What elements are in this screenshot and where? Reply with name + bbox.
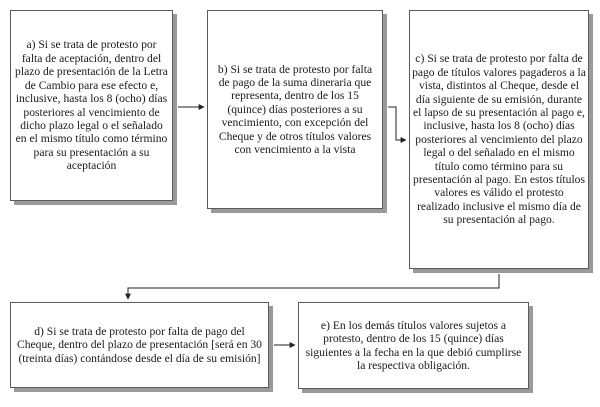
box-e-demas-titulos-valores [298, 302, 529, 389]
box-d-protesto-cheque [10, 302, 269, 388]
box-d-text: d) Si se trata de protesto por falta de pago del Cheque, dentro del plazo de presentación [será en 30 (treinta días) contándose desde el día de su emisión] [17, 324, 262, 365]
arrow-c-to-d [128, 274, 499, 299]
arrow-b-to-c [388, 107, 406, 140]
box-c-protesto-titulos-a-la-vista [409, 10, 589, 269]
box-a-text: a) Si se trata de protesto por falta de aceptación, dentro del plazo de presentación de la Letra de Cambio para ese efecto e, inclusive, hasta los 8 (ocho) días posteriores al vencimiento de dicho plazo legal o el señalado en el mismo título como término para su presentación a su aceptación [15, 38, 168, 173]
box-e-text: e) En los demás títulos valores sujetos a protesto, dentro de los 15 (quince) días siguientes a la fecha en la que debió cumplirse la respectiva obligación. [305, 318, 522, 372]
box-b-text: b) Si se trata de protesto por falta de pago de la suma dineraria que representa, dentro de los 15 (quince) días posteriores a su vencimiento, con excepción del Cheque y de otros títulos valores con vencimiento a la vista [217, 62, 373, 157]
box-a-protesto-falta-aceptacion [10, 10, 173, 201]
box-c-text: c) Si se trata de protesto por falta de pago de títulos valores pagaderos a la vista, distintos al Cheque, desde el día siguiente de su emisión, durante el lapso de su presentación al pago e, inclusive, hasta los 8 (ocho) días posteriores al vencimiento del plazo legal o del señalado en el mismo título como término para su presentación al pago. En estos títulos valores es válido el protesto realizado inclusive el mismo día de su presentación al pago. [412, 52, 586, 227]
box-b-protesto-falta-pago [207, 10, 383, 209]
